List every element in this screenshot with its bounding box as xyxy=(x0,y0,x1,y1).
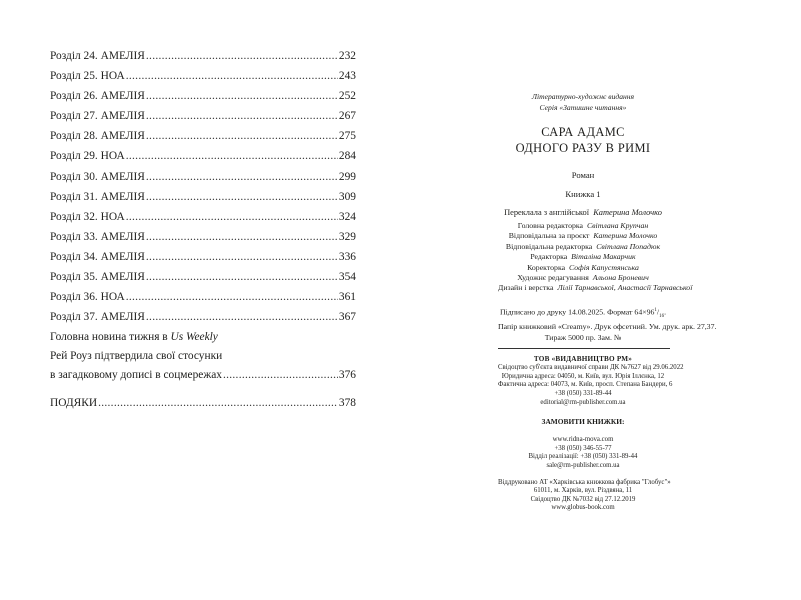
toc-news-entry xyxy=(50,328,356,385)
divider-rule xyxy=(498,348,670,349)
toc-entry-page: 309 xyxy=(338,190,356,203)
toc-entry-page: 267 xyxy=(338,110,356,123)
toc-leader-dots xyxy=(126,207,338,227)
toc-entry xyxy=(50,287,356,307)
toc-leader-dots xyxy=(146,126,338,146)
translator-credit xyxy=(498,208,668,218)
credit-role: Головна редакторка xyxy=(517,221,584,230)
printer-line-1: Віддруковано АТ «Харківська книжкова фабрика "Глобус"» xyxy=(498,478,671,486)
print-paper: Папір книжковий «Creamy». Друк офсетний. Ум. друк. арк. 27,37. xyxy=(498,322,717,332)
toc-entry xyxy=(50,66,356,86)
toc-leader-dots xyxy=(146,46,338,66)
toc-leader-dots xyxy=(146,307,338,327)
credit-line xyxy=(498,252,668,262)
toc-entry xyxy=(50,187,356,207)
format-numerator: 1 xyxy=(654,307,657,313)
staff-credits xyxy=(498,221,693,294)
left-page xyxy=(0,0,400,600)
toc-entry-page: 354 xyxy=(338,271,356,284)
publisher-email: editorial@rm-publisher.com.ua xyxy=(540,398,626,406)
order-site: www.ridna-mova.com xyxy=(552,436,614,444)
toc-leader-dots xyxy=(146,247,338,267)
format-denominator: 16 xyxy=(659,313,665,319)
toc-acknowledgements-label: ПОДЯКИ xyxy=(50,397,98,410)
toc-entry xyxy=(50,106,356,126)
toc-leader-dots xyxy=(146,86,338,106)
table-of-contents xyxy=(50,46,356,414)
toc-news-page: 376 xyxy=(338,369,356,382)
toc-entry-label: Розділ 35. АМЕЛІЯ xyxy=(50,271,145,284)
print-signed-line: Підписано до друку 14.08.2025. Формат $64\times 96^1/_{16}$. xyxy=(499,307,667,319)
toc-entry xyxy=(50,247,356,267)
toc-entry-label: Розділ 31. АМЕЛІЯ xyxy=(50,190,145,203)
print-run: Тираж 5000 пр. Зам. № xyxy=(544,332,622,342)
genre: Роман xyxy=(571,170,595,180)
credit-name: Світлана Попадюк xyxy=(596,241,661,251)
toc-news-heading xyxy=(50,328,356,347)
toc-entry-label: Розділ 32. НОА xyxy=(50,210,125,223)
toc-entry-page: 243 xyxy=(338,70,356,83)
toc-entry-label: Розділ 36. НОА xyxy=(50,291,125,304)
toc-entry-page: 232 xyxy=(338,50,356,62)
printer-line-3: Свідоцтво ДК №7032 від 27.12.2019 xyxy=(530,495,636,503)
credit-role: Коректорка xyxy=(527,262,566,272)
imprint-block xyxy=(498,92,717,513)
toc-entry-label: Розділ 25. НОА xyxy=(50,70,125,83)
toc-entry-page: 284 xyxy=(338,150,356,163)
toc-leader-dots xyxy=(146,167,338,187)
credit-name: Софія Капустянська xyxy=(569,262,639,272)
toc-entry-label: Розділ 37. АМЕЛІЯ xyxy=(50,311,145,324)
credit-name: Світлана Крупчан xyxy=(586,221,649,230)
toc-chapter-list xyxy=(50,46,356,327)
toc-entry-page: 324 xyxy=(338,210,356,223)
publisher-phone: +38 (050) 331-89-44 xyxy=(554,389,612,397)
toc-news-magazine: Us Weekly xyxy=(170,331,218,344)
credit-name: Катерина Молочко xyxy=(593,231,658,241)
order-sales: Відділ реалізації: +38 (050) 331-89-44 xyxy=(528,453,638,461)
printer-line-2: 61011, м. Харків, вул. Різдвяна, 11 xyxy=(533,487,633,495)
order-sales-email: sale@rm-publisher.com.ua xyxy=(546,461,620,469)
toc-entry-page: 361 xyxy=(338,291,356,304)
publisher-actual-address: Фактична адреса: 04073, м. Київ, просп. Степана Бандери, 6 xyxy=(498,381,673,389)
toc-acknowledgements xyxy=(50,393,356,413)
publisher-legal-address: Юридична адреса: 04050, м. Київ, вул. Юрія Іллєнка, 12 xyxy=(501,372,665,380)
print-details xyxy=(498,306,717,343)
toc-leader-dots xyxy=(146,227,338,247)
credit-name: Альона Броневич xyxy=(592,273,649,283)
toc-news-line-3 xyxy=(50,365,356,385)
toc-entry-label: Розділ 26. АМЕЛІЯ xyxy=(50,90,145,103)
toc-entry-label: Розділ 27. АМЕЛІЯ xyxy=(50,110,145,123)
toc-entry-label: Розділ 30. АМЕЛІЯ xyxy=(50,170,145,183)
toc-entry-page: 329 xyxy=(338,230,356,243)
toc-entry xyxy=(50,207,356,227)
toc-entry xyxy=(50,146,356,166)
toc-leader-dots xyxy=(98,393,338,413)
book-number: Книжка 1 xyxy=(565,189,601,199)
credit-role: Відповідальна редакторка xyxy=(505,241,593,251)
credit-line xyxy=(498,273,668,283)
order-heading: ЗАМОВИТИ КНИЖКИ: xyxy=(541,417,625,427)
translator-name: Катерина Молочко xyxy=(593,208,662,217)
toc-leader-dots xyxy=(146,106,338,126)
toc-entry xyxy=(50,86,356,106)
toc-entry-label: Розділ 24. АМЕЛІЯ xyxy=(50,50,145,62)
toc-leader-dots xyxy=(223,365,338,385)
order-phone: +38 (050) 346-55-77 xyxy=(554,444,612,452)
toc-news-line-3-text: в загадковому дописі в соцмережах xyxy=(50,369,222,382)
toc-leader-dots xyxy=(126,66,338,86)
credit-line xyxy=(498,263,668,273)
credit-role: Дизайн і верстка xyxy=(498,283,554,293)
credit-line xyxy=(498,221,668,231)
toc-entry-label: Розділ 33. АМЕЛІЯ xyxy=(50,230,145,243)
series-name: Серія «Затишне читання» xyxy=(539,102,627,112)
credit-line xyxy=(498,242,668,252)
author-name: САРА АДАМС xyxy=(541,125,625,139)
toc-news-prefix: Головна новина тижня в xyxy=(50,331,171,344)
toc-entry-page: 252 xyxy=(338,90,356,103)
credit-line xyxy=(498,283,693,293)
toc-news-line-2: Рей Роуз підтвердила свої стосунки xyxy=(50,349,223,362)
toc-entry xyxy=(50,307,356,327)
publisher-certificate: Свідоцтво суб'єкта видавничої справи ДК №7627 від 29.06.2022 xyxy=(498,364,684,372)
toc-entry xyxy=(50,46,356,66)
publisher-name: ТОВ «ВИДАВНИЦТВО РМ» xyxy=(533,355,633,364)
print-signed: Підписано до друку 14.08.2025. Формат 64×96 xyxy=(499,307,655,317)
toc-entry-page: 275 xyxy=(338,130,356,143)
toc-entry xyxy=(50,126,356,146)
toc-acknowledgements-page: 378 xyxy=(338,397,356,410)
credit-role: Художнє редагування xyxy=(517,273,589,283)
credit-name: Лілії Тарнавської, Анастасії Тарнавської xyxy=(557,283,693,293)
translator-role: Переклала з англійської xyxy=(504,208,590,217)
credit-name: Віталіна Макарчик xyxy=(571,252,636,262)
toc-entry-label: Розділ 29. НОА xyxy=(50,150,125,163)
printer-line-4: www.globus-book.com xyxy=(551,504,615,512)
credit-line xyxy=(498,231,668,241)
toc-entry-label: Розділ 34. АМЕЛІЯ xyxy=(50,250,145,263)
credit-role: Редакторка xyxy=(530,252,568,262)
toc-leader-dots xyxy=(146,187,338,207)
toc-entry xyxy=(50,167,356,187)
toc-leader-dots xyxy=(126,287,338,307)
toc-leader-dots xyxy=(126,146,338,166)
toc-entry-page: 299 xyxy=(338,170,356,183)
edition-type: Літературно-художнє видання xyxy=(531,92,635,101)
credit-role: Відповідальна за проєкт xyxy=(508,231,590,241)
toc-entry-label: Розділ 28. АМЕЛІЯ xyxy=(50,130,145,143)
toc-entry-page: 367 xyxy=(338,311,356,324)
toc-leader-dots xyxy=(146,267,338,287)
toc-entry-page: 336 xyxy=(338,250,356,263)
book-title: ОДНОГО РАЗУ В РИМІ xyxy=(515,141,651,155)
toc-entry xyxy=(50,267,356,287)
toc-entry xyxy=(50,227,356,247)
